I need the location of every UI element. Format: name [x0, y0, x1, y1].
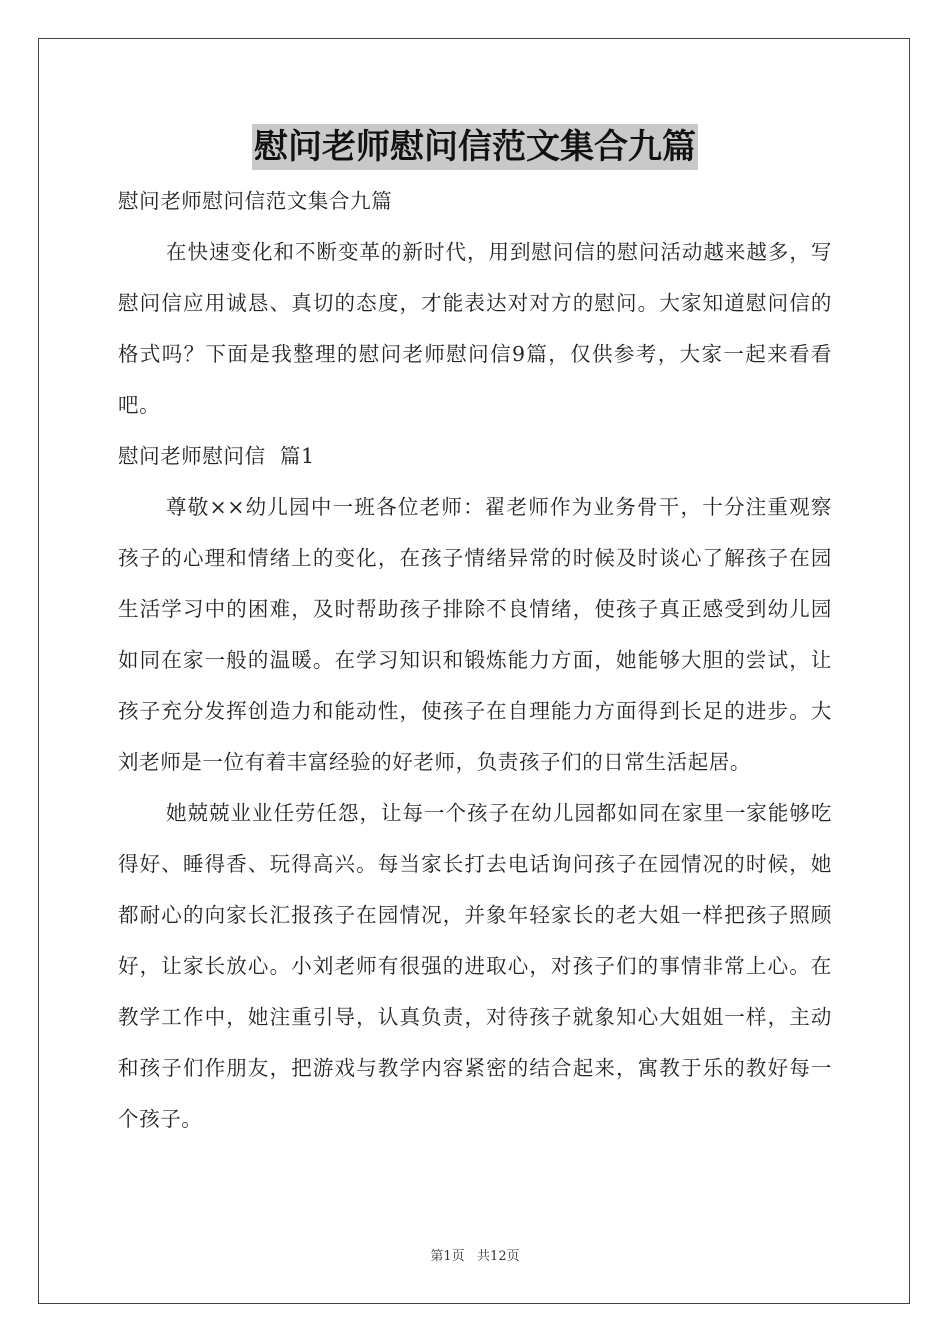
section-heading: 慰问老师慰问信 篇1 [118, 444, 315, 468]
document-title: 慰问老师慰问信范文集合九篇 [252, 124, 698, 170]
document-subtitle: 慰问老师慰问信范文集合九篇 [118, 189, 393, 213]
intro-paragraph: 在快速变化和不断变革的新时代，用到慰问信的慰问活动越来越多，写慰问信应用诚恳、真切的态度，才能表达对对方的慰问。大家知道慰问信的格式吗？下面是我整理的慰问老师慰问信9篇，仅供参考，大家一起来看看吧。 [118, 240, 832, 417]
title-container [0, 124, 950, 170]
document-body [118, 176, 832, 1145]
body-paragraph-1: 尊敬××幼儿园中一班各位老师：翟老师作为业务骨干，十分注重观察孩子的心理和情绪上的变化，在孩子情绪异常的时候及时谈心了解孩子在园生活学习中的困难，及时帮助孩子排除不良情绪，使孩子真正感受到幼儿园如同在家一般的温暖。在学习知识和锻炼能力方面，她能够大胆的尝试，让孩子充分发挥创造力和能动性，使孩子在自理能力方面得到长足的进步。大刘老师是一位有着丰富经验的好老师，负责孩子们的日常生活起居。 [118, 495, 832, 774]
body-paragraph-2: 她兢兢业业任劳任怨，让每一个孩子在幼儿园都如同在家里一家能够吃得好、睡得香、玩得高兴。每当家长打去电话询问孩子在园情况的时候，她都耐心的向家长汇报孩子在园情况，并象年轻家长的老大姐一样把孩子照顾好，让家长放心。小刘老师有很强的进取心，对孩子们的事情非常上心。在教学工作中，她注重引导，认真负责，对待孩子就象知心大姐姐一样，主动和孩子们作朋友，把游戏与教学内容紧密的结合起来，寓教于乐的教好每一个孩子。 [118, 801, 832, 1131]
page-footer: 第1页 共12页 [430, 1249, 520, 1264]
